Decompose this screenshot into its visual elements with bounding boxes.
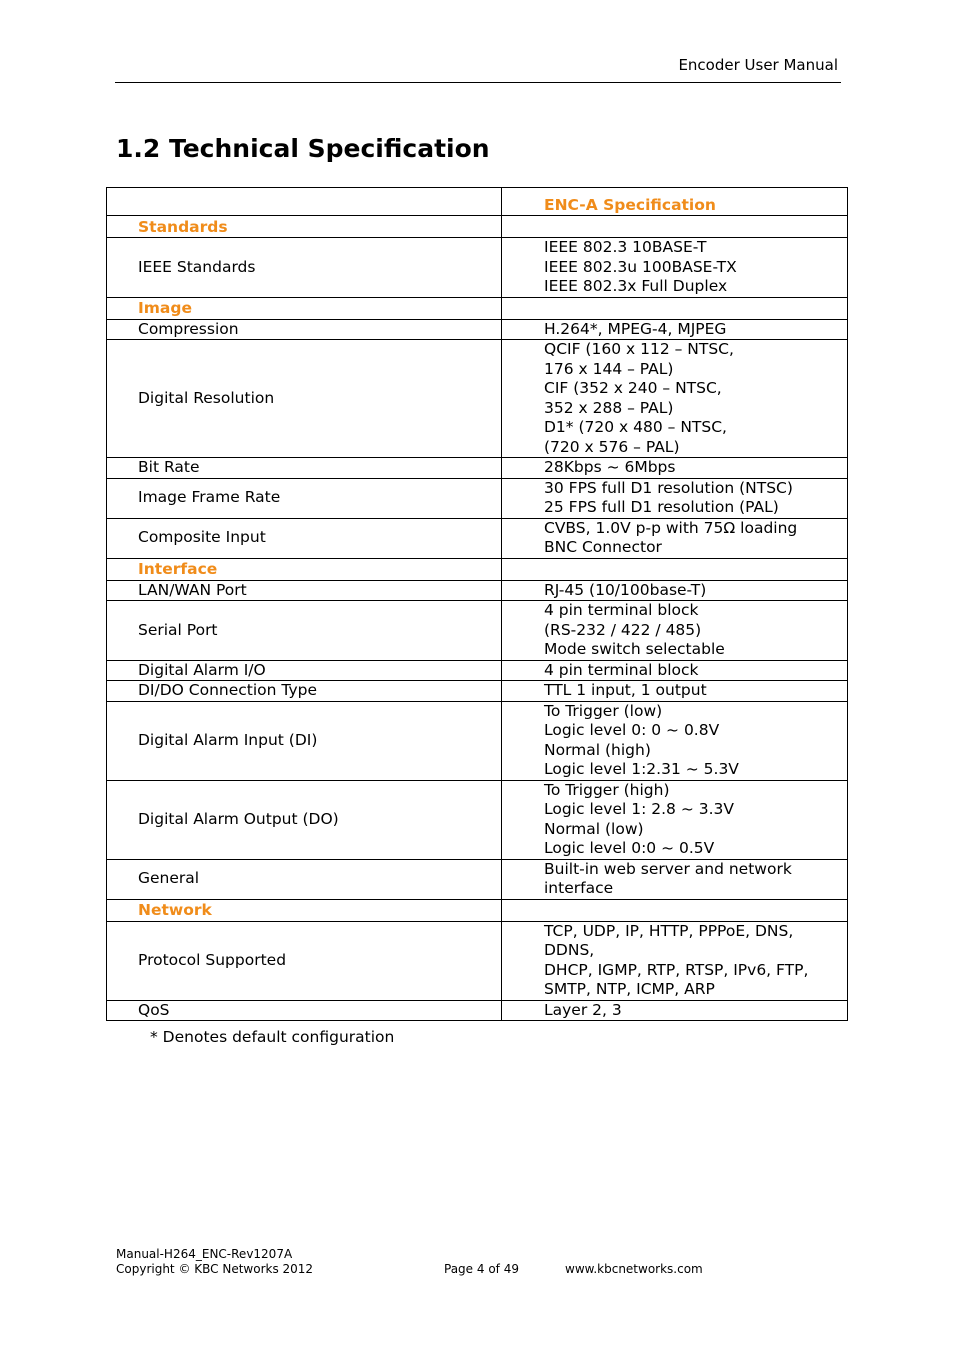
spec-value [502, 518, 848, 558]
spec-value-line: Built-in web server and network [544, 859, 792, 878]
table-row [107, 921, 848, 1000]
section-value-empty [502, 899, 848, 921]
spec-label: Compression [107, 319, 502, 340]
header-divider [115, 82, 841, 83]
spec-value [502, 921, 848, 1000]
spec-value-line: interface [544, 879, 614, 897]
spec-value-line: DHCP, IGMP, RTP, RTSP, IPv6, FTP, [544, 960, 809, 979]
section-value-empty [502, 558, 848, 580]
spec-value-line: TCP, UDP, IP, HTTP, PPPoE, DNS, DDNS, [544, 921, 794, 959]
spec-value-line: 176 x 144 – PAL) [544, 359, 674, 378]
spec-value [502, 780, 848, 859]
spec-value-line: D1* (720 x 480 – NTSC, [544, 418, 727, 436]
spec-value-line: IEEE 802.3 10BASE-T [544, 238, 707, 256]
table-row [107, 238, 848, 298]
spec-value-line: 28Kbps ~ 6Mbps [544, 458, 676, 476]
table-row [107, 681, 848, 702]
table-header-col1 [107, 188, 502, 216]
spec-value-line: QCIF (160 x 112 – NTSC, [544, 340, 734, 358]
spec-value [502, 701, 848, 780]
section-row [107, 558, 848, 580]
section-row [107, 297, 848, 319]
spec-value-line: Layer 2, 3 [544, 1000, 622, 1019]
spec-value-line: 4 pin terminal block [544, 660, 699, 679]
section-value-empty [502, 216, 848, 238]
table-row [107, 780, 848, 859]
spec-value-line: Normal (high) [544, 740, 651, 759]
spec-label: Digital Alarm Input (DI) [107, 701, 502, 780]
section-row [107, 899, 848, 921]
section-label: Network [107, 899, 502, 921]
spec-value-line: BNC Connector [544, 538, 662, 556]
footer-doc-id: Manual-H264_ENC-Rev1207A [116, 1247, 293, 1261]
spec-value-line: Mode switch selectable [544, 640, 725, 658]
spec-value [502, 1000, 848, 1021]
spec-value-line: To Trigger (low) [544, 701, 663, 720]
spec-label: General [107, 859, 502, 899]
table-row [107, 859, 848, 899]
table-row [107, 660, 848, 681]
spec-label: Protocol Supported [107, 921, 502, 1000]
section-label: Image [107, 297, 502, 319]
spec-label: Composite Input [107, 518, 502, 558]
spec-value-line: CVBS, 1.0V p-p with 75Ω loading [544, 518, 798, 537]
spec-value [502, 660, 848, 681]
spec-value [502, 580, 848, 601]
footer-website: www.kbcnetworks.com [565, 1262, 703, 1276]
spec-value-line: IEEE 802.3x Full Duplex [544, 277, 728, 295]
table-row [107, 601, 848, 661]
spec-value-line: SMTP, NTP, ICMP, ARP [544, 980, 715, 998]
table-row [107, 478, 848, 518]
spec-value-line: (720 x 576 – PAL) [544, 437, 680, 456]
spec-value-line: IEEE 802.3u 100BASE-TX [544, 257, 737, 276]
spec-value-line: 352 x 288 – PAL) [544, 398, 674, 417]
footer-page-number: Page 4 of 49 [444, 1262, 519, 1276]
section-value-empty [502, 297, 848, 319]
section-label: Standards [107, 216, 502, 238]
spec-label: Serial Port [107, 601, 502, 661]
spec-value-line: H.264*, MPEG-4, MJPEG [544, 319, 727, 338]
spec-value-line: Logic level 0:0 ~ 0.5V [544, 839, 715, 857]
spec-value-line: Logic level 0: 0 ~ 0.8V [544, 721, 720, 739]
spec-label: IEEE Standards [107, 238, 502, 298]
spec-label: Digital Alarm Output (DO) [107, 780, 502, 859]
spec-value-line: To Trigger (high) [544, 780, 670, 799]
table-row [107, 518, 848, 558]
footer-copyright: Copyright © KBC Networks 2012 [116, 1262, 314, 1276]
table-row [107, 458, 848, 479]
table-row [107, 580, 848, 601]
spec-label: Image Frame Rate [107, 478, 502, 518]
section-label: Interface [107, 558, 502, 580]
table-header-col2: ENC-A Specification [502, 188, 848, 216]
spec-value-line: TTL 1 input, 1 output [544, 681, 707, 699]
spec-label: Digital Alarm I/O [107, 660, 502, 681]
spec-value-line: 4 pin terminal block [544, 601, 699, 619]
table-row [107, 340, 848, 458]
table-row [107, 701, 848, 780]
header-title: Encoder User Manual [678, 56, 838, 74]
spec-value-line: 25 FPS full D1 resolution (PAL) [544, 498, 779, 516]
footnote: * Denotes default configuration [150, 1028, 395, 1046]
spec-value-line: Normal (low) [544, 819, 644, 838]
spec-value-line: Logic level 1: 2.8 ~ 3.3V [544, 800, 734, 818]
spec-label: Digital Resolution [107, 340, 502, 458]
spec-value-line: Logic level 1:2.31 ~ 5.3V [544, 760, 739, 778]
spec-value [502, 859, 848, 899]
table-header-row [107, 188, 848, 216]
spec-value [502, 458, 848, 479]
spec-value-line: 30 FPS full D1 resolution (NTSC) [544, 478, 793, 497]
spec-table [106, 187, 848, 1021]
spec-value [502, 238, 848, 298]
spec-value-line: (RS-232 / 422 / 485) [544, 620, 702, 639]
spec-value [502, 601, 848, 661]
section-row [107, 216, 848, 238]
spec-value [502, 478, 848, 518]
spec-label: Bit Rate [107, 458, 502, 479]
spec-value [502, 319, 848, 340]
spec-value [502, 681, 848, 702]
section-title: 1.2 Technical Specification [116, 134, 490, 163]
spec-label: DI/DO Connection Type [107, 681, 502, 702]
table-row [107, 1000, 848, 1021]
spec-value-line: CIF (352 x 240 – NTSC, [544, 379, 722, 397]
table-row [107, 319, 848, 340]
spec-value [502, 340, 848, 458]
spec-label: QoS [107, 1000, 502, 1021]
spec-label: LAN/WAN Port [107, 580, 502, 601]
spec-value-line: RJ-45 (10/100base-T) [544, 580, 707, 599]
